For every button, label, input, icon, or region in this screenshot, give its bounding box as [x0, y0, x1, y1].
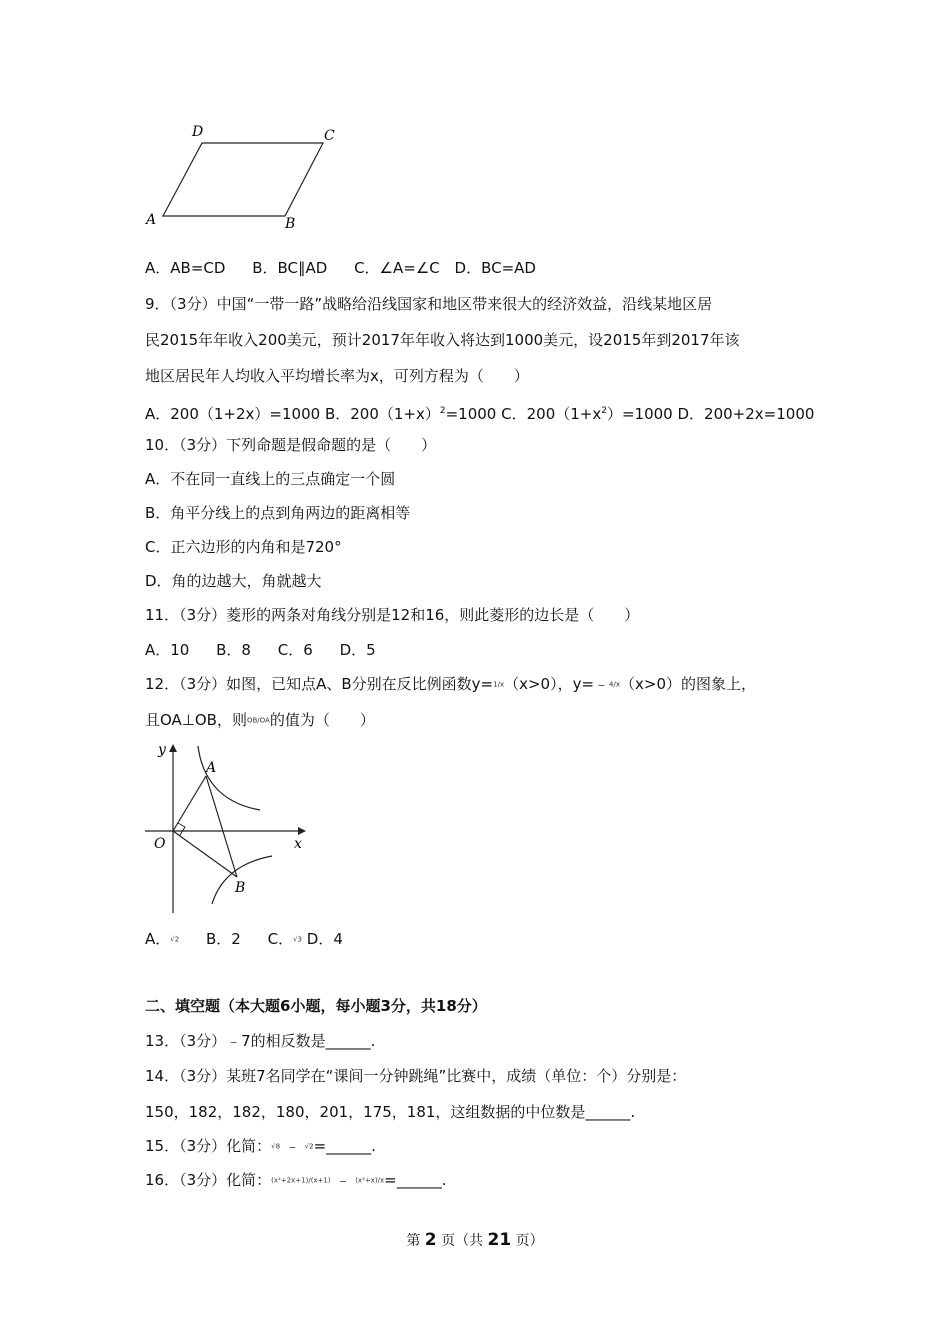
parallelogram-shape	[163, 143, 323, 216]
q11-option-b: B．8	[216, 641, 251, 659]
q8-option-c: C．∠A=∠C	[354, 259, 440, 277]
q10-option-c: C．正六边形的内角和是720°	[145, 538, 342, 556]
label-b: B	[285, 216, 296, 230]
q9-option-a: A．200（1+2x）=1000	[145, 405, 321, 423]
q12-line-1: 12．（3分）如图，已知点A、B分别在反比例函数y=1/x（x>0），y=﹣4/x（x>0）的图象上，	[145, 675, 757, 693]
q11-option-c: C．6	[277, 641, 313, 659]
q13: 13．（3分）﹣7的相反数是______.	[145, 1032, 376, 1050]
fraction-4-over-x: 4/x	[609, 680, 621, 689]
q9-option-c: C．$200(1+x^2)=1000$	[501, 405, 673, 423]
segment-ob	[173, 831, 237, 877]
page-footer: 第 2 页（共 21 页）	[406, 1230, 544, 1250]
q12-line-2: 且OA⊥OB，则OB/OA的值为（ ）	[145, 711, 375, 729]
q10-option-b: B．角平分线上的点到角两边的距离相等	[145, 504, 411, 522]
label-point-b: B	[235, 880, 246, 896]
q11-option-a: A．10	[145, 641, 190, 659]
q12-option-a: A．√2	[145, 930, 180, 948]
x-axis-arrow	[298, 827, 306, 835]
label-a: A	[146, 212, 157, 228]
q15-expr-2: √2	[304, 1142, 314, 1151]
q12-options	[145, 929, 343, 950]
q9-line-2: 民2015年年收入200美元，预计2017年年收入将达到1000美元，设2015年到2017年该	[145, 331, 740, 349]
y-axis-arrow	[169, 744, 177, 752]
q16-expr-1: (x²+2x+1)/(x+1)	[271, 1176, 331, 1185]
total-page-number: 21	[487, 1230, 512, 1250]
q14-line-2: 150，182，182，180，201，175，181，这组数据的中位数是______.	[145, 1103, 636, 1121]
curve-y-1-over-x	[198, 746, 260, 810]
q15-expr-1: √8	[271, 1142, 281, 1151]
q11-stem: 11．（3分）菱形的两条对角线分别是12和16，则此菱形的边长是（ ）	[145, 606, 640, 624]
segment-oa	[173, 776, 206, 831]
fraction-ob-over-oa: OB/OA	[246, 716, 270, 725]
label-point-a: A	[206, 760, 217, 776]
right-angle-mark	[178, 823, 185, 835]
label-d: D	[192, 124, 204, 140]
q9-option-b: B．$200(1+x)^2=1000$	[324, 405, 497, 423]
hyperbola-figure	[140, 738, 315, 920]
q10-stem: 10．（3分）下列命题是假命题的是（ ）	[145, 436, 437, 454]
q16-expr-2: (x²+x)/x	[355, 1176, 385, 1185]
label-origin: O	[154, 836, 166, 852]
q8-options	[145, 258, 536, 278]
q15: 15．（3分）化简：√8 ﹣ √2=______.	[145, 1137, 376, 1155]
q12-option-d: D．4	[306, 930, 343, 948]
q11-options	[145, 640, 376, 660]
parallelogram-figure	[140, 120, 350, 230]
q16: 16．（3分）化简：(x²+2x+1)/(x+1) ﹣ (x²+x)/x=______.	[145, 1171, 447, 1189]
q10-option-a: A．不在同一直线上的三点确定一个圆	[145, 470, 396, 488]
q14-line-1: 14．（3分）某班7名同学在“课间一分钟跳绳”比赛中，成绩（单位：个）分别是：	[145, 1067, 687, 1085]
q9-options	[145, 401, 814, 424]
label-y-axis: y	[158, 742, 166, 758]
current-page-number: 2	[424, 1230, 437, 1250]
q12-option-c: C．√3	[267, 930, 302, 948]
q11-option-d: D．5	[339, 641, 376, 659]
fraction-1-over-x: 1/x	[493, 680, 505, 689]
q8-option-b: B．BC∥AD	[252, 259, 328, 277]
segment-ab	[206, 776, 237, 877]
q9-option-d: D．200+2x=1000	[677, 405, 815, 423]
section-2-title: 二、填空题（本大题6小题，每小题3分，共18分）	[145, 997, 487, 1015]
q9-line-3: 地区居民年人均收入平均增长率为x，可列方程为（ ）	[145, 367, 529, 385]
q8-option-d: D．BC=AD	[454, 259, 536, 277]
q8-option-a: A．AB=CD	[145, 259, 226, 277]
label-x-axis: x	[294, 836, 302, 852]
q9-line-1: 9．（3分）中国“一带一路”战略给沿线国家和地区带来很大的经济效益，沿线某地区居	[145, 295, 713, 313]
q12-option-b: B．2	[205, 930, 241, 948]
q10-option-d: D．角的边越大，角就越大	[145, 572, 322, 590]
label-c: C	[324, 128, 335, 144]
